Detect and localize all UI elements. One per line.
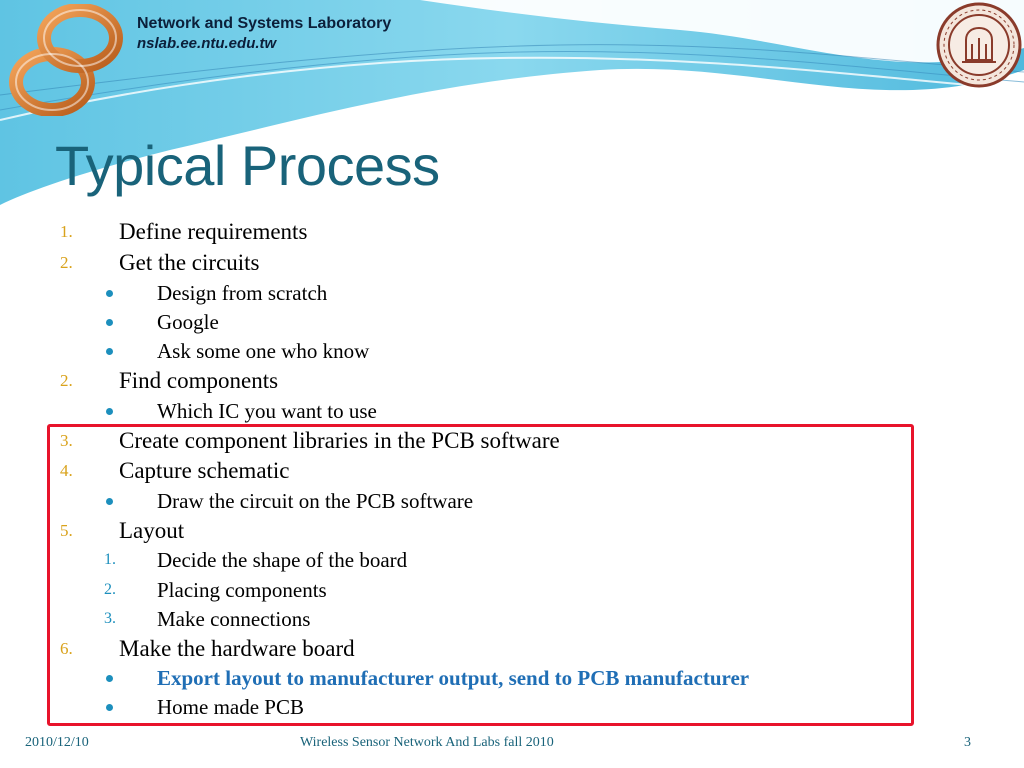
lab-logo-icon	[8, 4, 126, 116]
list-number: 3.	[60, 431, 73, 450]
list-item-text: Which IC you want to use	[157, 399, 377, 423]
list-number: 4.	[60, 461, 73, 480]
list-item	[0, 248, 1000, 278]
bullet-icon	[106, 348, 113, 355]
list-item-text: Create component libraries in the PCB software	[119, 428, 560, 453]
highlight-box	[47, 424, 914, 726]
footer-course: Wireless Sensor Network And Labs fall 2010	[300, 735, 554, 750]
list-item-text: Find components	[119, 368, 279, 393]
list-item	[0, 366, 1000, 396]
list-item	[0, 217, 1000, 247]
list-item	[0, 396, 1000, 426]
list-number: 5.	[60, 521, 73, 540]
list-item-text: Capture schematic	[119, 458, 290, 483]
list-item-text: Placing components	[157, 578, 327, 602]
list-number: 3.	[104, 610, 116, 627]
list-item	[0, 278, 1000, 308]
list-number: 2.	[60, 253, 73, 272]
list-item-text: Google	[157, 310, 219, 334]
list-item-text: Layout	[119, 518, 185, 543]
list-number: 2.	[60, 371, 73, 390]
list-item-text-highlighted: Export layout to manufacturer output, send to PCB manufacturer	[157, 666, 750, 690]
slide-title: Typical Process	[55, 134, 440, 197]
list-item-text: Ask some one who know	[157, 339, 370, 363]
footer-date: 2010/12/10	[25, 735, 89, 750]
list-item-text: Get the circuits	[119, 250, 260, 275]
list-number: 1.	[60, 222, 73, 241]
list-number: 6.	[60, 639, 73, 658]
bullet-icon	[106, 290, 113, 297]
list-item-text: Home made PCB	[157, 695, 304, 719]
list-item-text: Make connections	[157, 607, 311, 631]
list-item	[0, 307, 1000, 337]
lab-info	[137, 14, 391, 54]
list-item-text: Design from scratch	[157, 281, 328, 305]
page-number: 3	[964, 735, 971, 750]
list-item-text: Make the hardware board	[119, 636, 355, 661]
list-number: 2.	[104, 581, 116, 598]
list-item-text: Define requirements	[119, 219, 308, 244]
lab-url: nslab.ee.ntu.edu.tw	[137, 35, 277, 52]
university-seal-icon	[936, 2, 1022, 88]
lab-name: Network and Systems Laboratory	[137, 15, 392, 32]
list-number: 1.	[104, 551, 116, 568]
list-item-text: Decide the shape of the board	[157, 548, 408, 572]
bullet-icon	[106, 408, 113, 415]
list-item	[0, 336, 1000, 366]
list-item-text: Draw the circuit on the PCB software	[157, 489, 474, 513]
bullet-icon	[106, 319, 113, 326]
